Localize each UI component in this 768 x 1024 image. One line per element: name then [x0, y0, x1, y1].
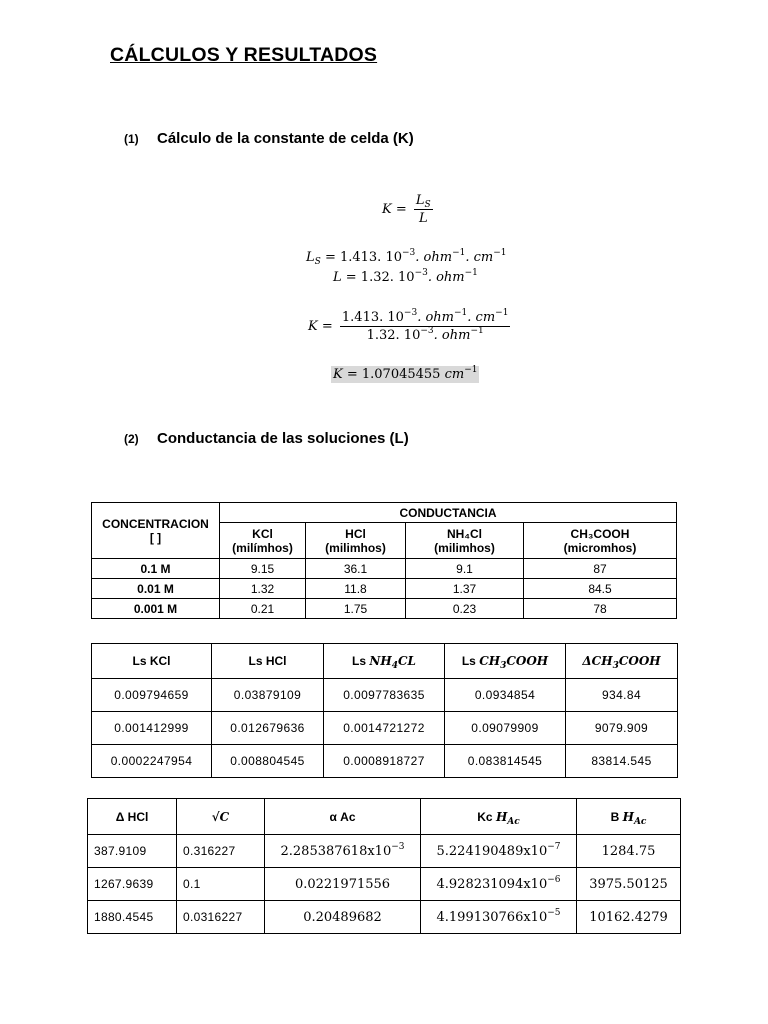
table-row	[92, 559, 677, 579]
table-cell: 0.0014721272	[324, 712, 445, 745]
col-unit: (milimhos)	[434, 540, 495, 555]
table-cell: 0.001412999	[92, 712, 212, 745]
table-cell: 0.0934854	[445, 679, 566, 712]
table-cell: 10162.4279	[577, 901, 681, 934]
table-cell: 0.0316227	[177, 901, 265, 934]
k-den-ea: −3	[420, 326, 434, 336]
table-row	[92, 745, 678, 778]
col-name: KCl	[252, 526, 273, 541]
table-row	[88, 835, 681, 868]
table-cell: 78	[524, 599, 677, 619]
k-den-a: 1.32. 10	[366, 328, 421, 343]
ls-rest-b: . ohm	[415, 250, 453, 265]
conductance-group-header: CONDUCTANCIA	[220, 503, 677, 523]
k-num-ec: −1	[495, 308, 509, 318]
table-cell: 1267.9639	[88, 868, 177, 901]
table-cell: 0.012679636	[212, 712, 324, 745]
table-cell: 0.23	[406, 599, 524, 619]
k-result-exp: −1	[464, 365, 478, 375]
row-concentration: 0.01 M	[92, 579, 220, 599]
col-header-kc-hac: Kc $H_{Ac}$	[421, 799, 577, 835]
ls-lhs-sub: S	[314, 257, 321, 267]
cell-exponent: −3	[391, 841, 405, 852]
header-prefix: Ls	[461, 654, 480, 668]
section-1-number: (1)	[124, 132, 139, 146]
col-header-hcl	[306, 523, 406, 559]
table-row	[92, 712, 678, 745]
row-concentration: 0.1 M	[92, 559, 220, 579]
table-cell: 9079.909	[566, 712, 678, 745]
cell-mantissa: 0.20489682	[303, 909, 382, 925]
table-cell	[421, 835, 577, 868]
col-unit: (micromhos)	[563, 540, 637, 555]
table-row	[92, 599, 677, 619]
cell-exponent: −7	[547, 841, 561, 852]
ls-exp-b: −1	[452, 248, 466, 258]
cell-mantissa: 4.928231094x10	[436, 876, 548, 892]
col-header-b-hac: B $H_{Ac}$	[577, 799, 681, 835]
section-1-title: Cálculo de la constante de celda (K)	[157, 130, 414, 147]
cell-exponent: −5	[547, 907, 561, 918]
l-rest-b: . ohm	[427, 270, 465, 285]
table-cell: 84.5	[524, 579, 677, 599]
table-cell: 1880.4545	[88, 901, 177, 934]
table-cell: 87	[524, 559, 677, 579]
equation-k-result	[331, 367, 479, 382]
cell-mantissa: 0.0221971556	[294, 876, 391, 892]
ls-symbol: L	[415, 193, 425, 208]
row-concentration: 0.001 M	[92, 599, 220, 619]
table-cell	[421, 868, 577, 901]
col-name: CH₃COOH	[570, 526, 630, 541]
header-math: √C	[211, 809, 230, 824]
table-cell: 0.1	[177, 868, 265, 901]
section-1-heading	[124, 130, 414, 147]
k-result-lhs: K	[333, 367, 343, 382]
col-header-ls-hcl: Ls HCl	[212, 644, 324, 679]
l-rest-a: = 1.32. 10	[341, 270, 415, 285]
section-2-title: Conductancia de las soluciones (L)	[157, 430, 409, 447]
table-cell: 0.0008918727	[324, 745, 445, 778]
col-unit: (milimhos)	[325, 540, 386, 555]
table-row	[88, 868, 681, 901]
section-2-number: (2)	[124, 432, 139, 446]
equation-k-definition	[382, 193, 436, 226]
k-result-unit: cm	[444, 367, 465, 382]
table-cell: 1284.75	[577, 835, 681, 868]
header-prefix: Kc	[477, 809, 496, 824]
table-row	[92, 679, 678, 712]
specific-conductance-table	[91, 643, 678, 778]
l-exp-a: −3	[414, 268, 428, 278]
conductance-table	[91, 502, 677, 619]
concentration-header-label: CONCENTRACION	[102, 516, 209, 531]
table-cell: 1.75	[306, 599, 406, 619]
col-header-kcl	[220, 523, 306, 559]
cell-mantissa: 2.285387618x10	[280, 843, 392, 859]
ls-rest-a: = 1.413. 10	[320, 250, 402, 265]
table-cell: 0.008804545	[212, 745, 324, 778]
equation-k-substituted	[308, 310, 513, 343]
equation-l-value	[333, 270, 478, 285]
k-num-c: . cm	[467, 310, 496, 325]
l-symbol: L	[418, 211, 428, 226]
cell-exponent: −6	[547, 874, 561, 885]
table-cell: 0.09079909	[445, 712, 566, 745]
header-math: ΔCH	[582, 654, 613, 668]
table-cell: 1.32	[220, 579, 306, 599]
table-cell: 83814.545	[566, 745, 678, 778]
ls-rest-c: . cm	[465, 250, 494, 265]
col-header-ls-kcl: Ls KCl	[92, 644, 212, 679]
header-math: NH	[369, 654, 392, 668]
page-title: CÁLCULOS Y RESULTADOS	[110, 44, 378, 66]
k-result-value: = 1.07045455	[342, 367, 445, 382]
section-2-heading	[124, 430, 409, 447]
col-header-delta-hcl: Δ HCl	[88, 799, 177, 835]
table-cell	[421, 901, 577, 934]
col-header-ls-ch3cooh: Ls $CH_3COOH$	[445, 644, 566, 679]
concentration-header-sub: [ ]	[149, 530, 162, 545]
table-row	[92, 579, 677, 599]
ls-lhs: L	[306, 250, 315, 265]
cell-mantissa: 4.199130766x10	[436, 909, 548, 925]
k-num-a: 1.413. 10	[341, 310, 404, 325]
table-cell: 9.1	[406, 559, 524, 579]
dissociation-table	[87, 798, 681, 934]
table-cell: 11.8	[306, 579, 406, 599]
l-lhs: L	[333, 270, 342, 285]
col-header-delta-ch3cooh: $\Delta CH_3COOH$	[566, 644, 678, 679]
table-cell: 387.9109	[88, 835, 177, 868]
table-cell	[265, 835, 421, 868]
col-unit: (milímhos)	[232, 540, 293, 555]
table-cell: 0.316227	[177, 835, 265, 868]
ls-subscript: S	[424, 200, 431, 210]
col-header-nh4cl	[406, 523, 524, 559]
k-num-b: . ohm	[417, 310, 454, 325]
col-header-sqrt-c	[177, 799, 265, 835]
table-cell: 0.0002247954	[92, 745, 212, 778]
col-name: HCl	[345, 526, 366, 541]
table-cell: 9.15	[220, 559, 306, 579]
l-exp-b: −1	[464, 268, 478, 278]
table-cell: 934.84	[566, 679, 678, 712]
table-cell: 1.37	[406, 579, 524, 599]
ls-exp-c: −1	[493, 248, 507, 258]
table-cell: 0.03879109	[212, 679, 324, 712]
k-den-eb: −1	[470, 326, 484, 336]
k-symbol: K =	[382, 202, 407, 217]
table-row	[88, 901, 681, 934]
k-frac-lhs: K =	[308, 319, 333, 334]
table-cell	[265, 868, 421, 901]
table-cell: 36.1	[306, 559, 406, 579]
col-name: NH₄Cl	[446, 526, 483, 541]
table-cell: 0.009794659	[92, 679, 212, 712]
table-cell: 3975.50125	[577, 868, 681, 901]
k-num-ea: −3	[403, 308, 418, 318]
header-prefix: Ls	[352, 654, 370, 668]
header-prefix: B	[610, 809, 623, 824]
ls-exp-a: −3	[402, 248, 416, 258]
concentration-header	[92, 503, 220, 559]
col-header-ls-nh4cl: Ls $NH_4CL$	[324, 644, 445, 679]
table-cell: 0.21	[220, 599, 306, 619]
equation-ls-value	[306, 250, 507, 265]
k-num-eb: −1	[454, 308, 468, 318]
table-cell: 0.0097783635	[324, 679, 445, 712]
col-header-alpha-ac: α Ac	[265, 799, 421, 835]
table-cell	[265, 901, 421, 934]
k-den-b: . ohm	[433, 328, 471, 343]
header-math: CH	[479, 654, 501, 668]
table-cell: 0.083814545	[445, 745, 566, 778]
col-header-ch3cooh	[524, 523, 677, 559]
cell-mantissa: 5.224190489x10	[436, 843, 548, 859]
